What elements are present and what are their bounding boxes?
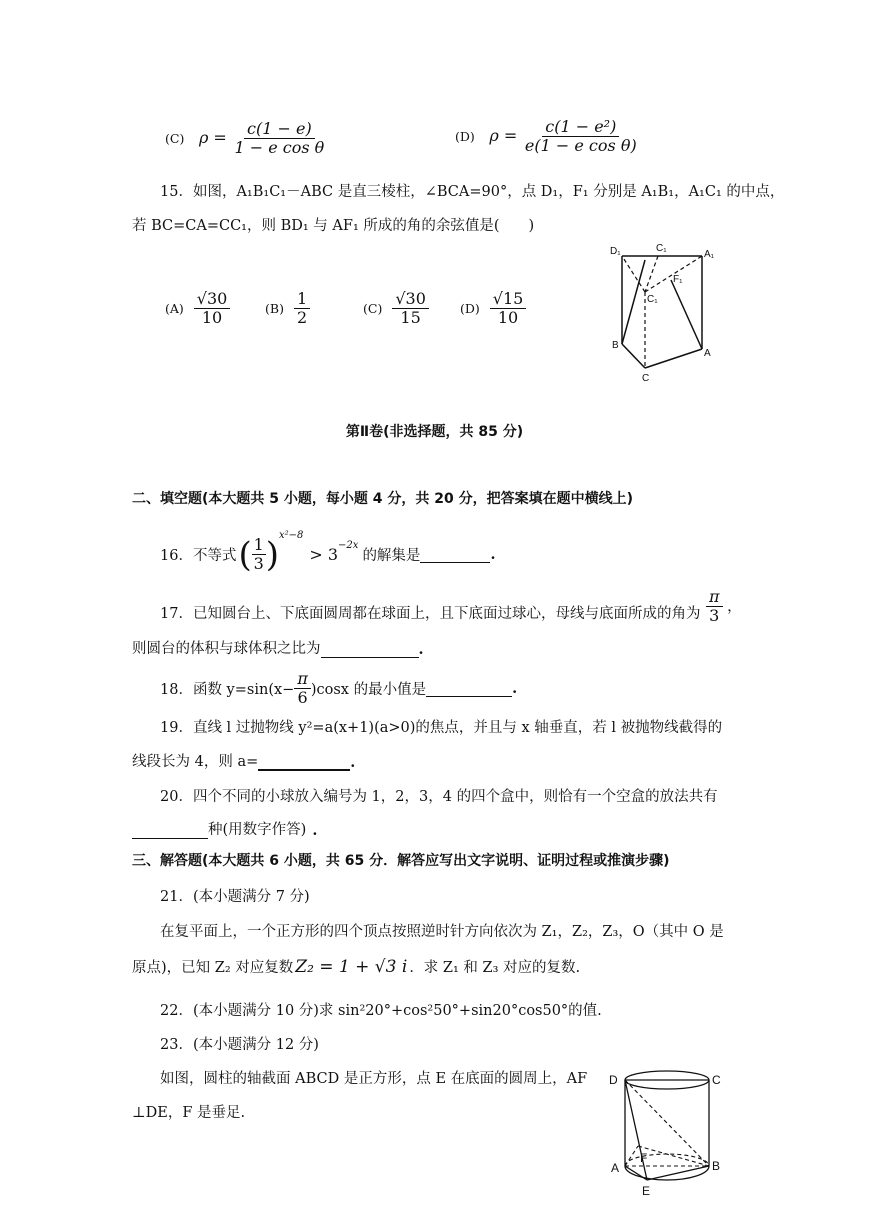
label-c1-mid: C₁ [647, 294, 658, 305]
edge-ae [625, 1166, 647, 1180]
q23-line2: ⊥DE，F 是垂足. [132, 1105, 246, 1121]
label-c: C [642, 373, 650, 384]
prism-figure [600, 238, 750, 388]
label-f: F [640, 1151, 648, 1165]
fraction-numerator: √30 [194, 290, 231, 309]
period-mark: . [350, 754, 356, 771]
q19-line2 [132, 750, 355, 771]
edge-c1-hidden [645, 256, 658, 292]
label-e: E [642, 1184, 651, 1198]
q16-answer-blank[interactable] [420, 546, 490, 563]
option-label: (C) [165, 130, 185, 146]
edge-db [625, 1080, 709, 1166]
q19-answer-blank[interactable] [258, 753, 350, 771]
q18-prefix: 18．函数 y=sin(x− [160, 682, 295, 699]
q21-line2 [132, 956, 580, 977]
q17-answer-blank[interactable] [321, 641, 419, 658]
fraction-denominator: 6 [297, 688, 308, 708]
fraction-denominator: 3 [709, 606, 720, 626]
edge-de [625, 1080, 647, 1180]
period-mark: . [418, 641, 424, 658]
q17-line2-text: 则圆台的体积与球体积之比为 [132, 641, 321, 657]
left-paren: ( [238, 534, 252, 575]
q15-option-d [460, 290, 526, 328]
section-ii-title: 第Ⅱ卷(非选择题，共 85 分) [345, 424, 524, 440]
q19-line1: 19．直线 l 过抛物线 y²=a(x+1)(a>0)的焦点，并且与 x 轴垂直，若 l 被抛物线截得的 [160, 720, 723, 736]
q16 [160, 530, 496, 575]
q21-line1: 在复平面上，一个正方形的四个顶点按照逆时针方向依次为 Z₁，Z₂，Z₃，O（其中 O 是 [160, 924, 724, 940]
period-mark: . [312, 822, 318, 839]
edge-b-c [622, 344, 645, 368]
q16-prefix: 16．不等式 [160, 548, 237, 565]
q17-fraction-wrap [706, 588, 742, 626]
label-c: C [712, 1073, 721, 1087]
label-a1: A₁ [704, 249, 715, 260]
q16-suffix: 的解集是 [362, 548, 421, 565]
q23-line1: 如图，圆柱的轴截面 ABCD 是正方形，点 E 在底面的圆周上，AF [160, 1071, 588, 1087]
q20-answer-blank[interactable] [132, 822, 208, 839]
q16-rhs-exponent: −2x [338, 540, 359, 551]
period-mark: . [490, 546, 496, 564]
q20-line1: 20．四个不同的小球放入编号为 1，2，3，4 的四个盒中，则恰有一个空盒的放法共有 [160, 789, 718, 805]
label-d1: D₁ [610, 246, 621, 257]
q18 [160, 670, 517, 708]
q16-rhs: > 3 [309, 545, 339, 565]
q20-line2 [132, 818, 317, 839]
q16-exponent: x²−8 [278, 530, 304, 541]
fraction-denominator: 1 − e cos θ [234, 138, 325, 158]
q15-line1: 15．如图，A₁B₁C₁－ABC 是直三棱柱，∠BCA=90°，点 D₁，F₁ 分别是 A₁B₁，A₁C₁ 的中点， [160, 184, 785, 200]
q23-head: 23．(本小题满分 12 分) [160, 1037, 319, 1053]
q17-line2 [132, 637, 424, 658]
cylinder-figure [605, 1066, 730, 1206]
q22: 22．(本小题满分 10 分)求 sin²20°+cos²50°+sin20°cos50°的值. [160, 1003, 602, 1019]
q17-fraction [706, 588, 723, 626]
period-mark: . [512, 680, 518, 698]
edge-bd1 [622, 260, 645, 344]
q17-comma: ， [727, 598, 742, 615]
fraction-denominator: 10 [497, 308, 519, 328]
fraction-numerator: c(1 − e²) [542, 118, 619, 137]
edge-c-a [645, 349, 702, 368]
formula-fraction [522, 118, 640, 156]
formula-fraction [231, 120, 327, 158]
option-label: (A) [165, 301, 184, 317]
formula-lhs: ρ = [489, 125, 518, 145]
fraction-denominator: e(1 − e cos θ) [524, 136, 637, 156]
label-a: A [704, 348, 711, 359]
q18-answer-blank[interactable] [426, 680, 512, 697]
fraction-numerator: √30 [392, 290, 429, 309]
q17-line1: 17．已知圆台上、下底面圆周都在球面上，且下底面过球心，母线与底面所成的角为 [160, 606, 701, 622]
label-b: B [612, 340, 619, 351]
part3-title: 三、解答题(本大题共 6 小题，共 65 分．解答应写出文字说明、证明过程或推演步骤) [132, 853, 670, 869]
q15-option-b [265, 290, 363, 328]
fraction-numerator: 1 [294, 290, 310, 309]
option-fraction [392, 290, 429, 328]
q19-line2-text: 线段长为 4，则 a= [132, 754, 259, 770]
q21-line2-suffix: ．求 Z₁ 和 Z₃ 对应的复数. [409, 960, 581, 976]
bottom-back-arc [625, 1154, 709, 1166]
option-fraction [294, 290, 310, 328]
q20-line2-text: 种(用数字作答) [208, 822, 307, 838]
option-label: (D) [460, 301, 480, 317]
q14-option-c [165, 120, 327, 158]
option-label: (D) [455, 128, 475, 144]
option-fraction [194, 290, 231, 328]
fraction-denominator: 3 [253, 554, 264, 574]
fraction-numerator: π [706, 588, 723, 607]
fraction-numerator: √15 [490, 290, 527, 309]
label-a: A [611, 1161, 620, 1175]
bottom-front-arc [625, 1166, 709, 1180]
q15-line2: 若 BC=CA=CC₁，则 BD₁ 与 AF₁ 所成的角的余弦值是( ) [132, 218, 535, 234]
fraction-denominator: 2 [296, 308, 308, 328]
q21-formula: Z₂ = 1 + √3 i [295, 956, 408, 977]
q15-option-a [165, 290, 265, 328]
fraction-numerator: c(1 − e) [244, 120, 315, 139]
formula-lhs: ρ = [198, 127, 227, 147]
label-c1-top: C₁ [656, 243, 667, 254]
part2-title: 二、填空题(本大题共 5 小题，每小题 4 分，共 20 分，把答案填在题中横线上) [132, 491, 634, 507]
q16-fraction [252, 536, 266, 574]
edge-eb [647, 1166, 709, 1180]
fraction-denominator: 10 [201, 308, 223, 328]
label-f1: F₁ [673, 274, 683, 285]
label-b: B [712, 1159, 721, 1173]
q15-option-c [363, 290, 460, 328]
q14-option-d [455, 118, 640, 156]
fraction-denominator: 15 [400, 308, 421, 328]
edge-af [625, 1146, 638, 1166]
q18-fraction [294, 670, 311, 708]
q15-options [165, 290, 526, 328]
fraction-numerator: π [294, 670, 311, 689]
label-d: D [609, 1073, 618, 1087]
edge-af1 [671, 280, 702, 349]
edge-fb [638, 1146, 709, 1166]
fraction-numerator: 1 [253, 535, 264, 554]
option-fraction [490, 290, 527, 328]
q21-head: 21．(本小题满分 7 分) [160, 889, 310, 905]
option-label: (B) [265, 301, 284, 317]
right-paren: ) [265, 534, 279, 575]
q18-suffix: )cosx 的最小值是 [310, 682, 427, 699]
q21-line2-text: 原点)，已知 Z₂ 对应复数 [132, 960, 294, 976]
option-label: (C) [363, 301, 383, 317]
